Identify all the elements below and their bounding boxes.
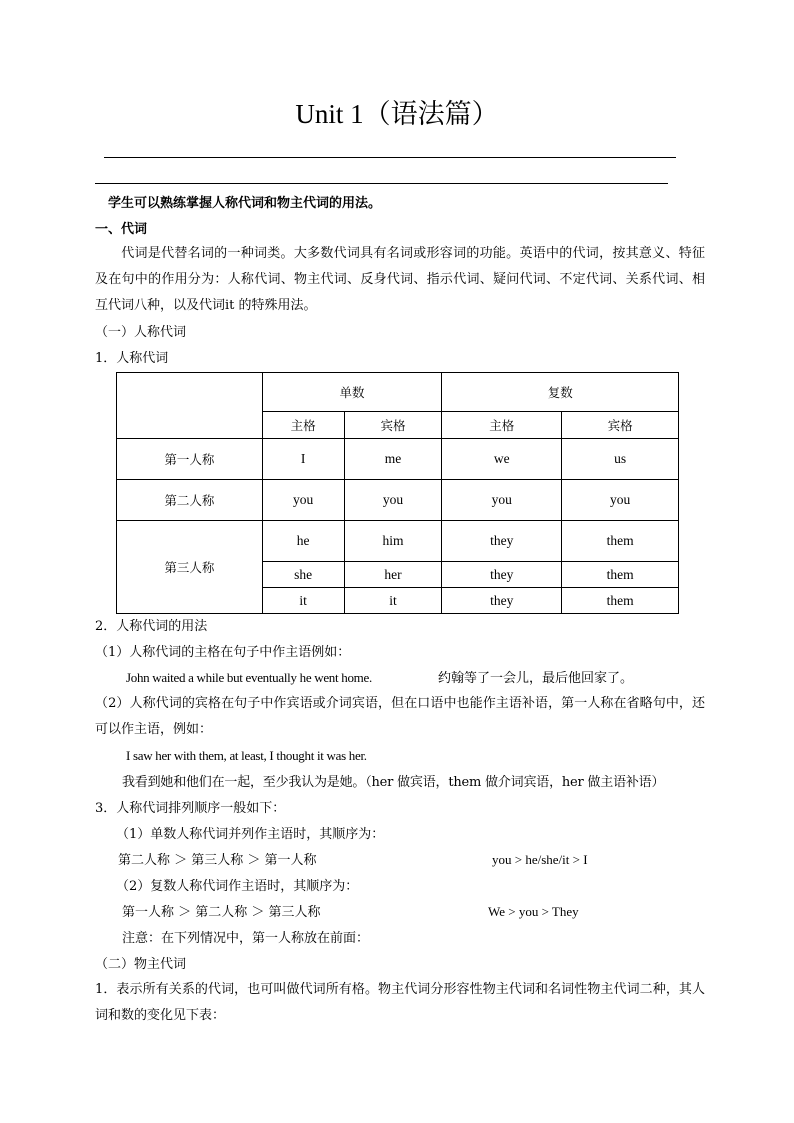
table-cell: you <box>562 480 679 521</box>
table-cell: they <box>442 521 562 562</box>
title-underline-2 <box>95 183 668 184</box>
example-2-chinese: 我看到她和他们在一起，至少我认为是她。（her 做宾语，them 做介词宾语，her 做主语补语） <box>122 775 665 790</box>
section-heading-pronouns: 一、代词 <box>95 222 148 237</box>
table-cell: she <box>262 562 344 588</box>
pronoun-intro-paragraph <box>95 241 705 319</box>
table-cell: they <box>442 588 562 614</box>
table-row <box>117 521 679 562</box>
table-cell: us <box>562 439 679 480</box>
header-singular-nominative: 主格 <box>262 412 344 439</box>
table-cell: you <box>262 480 344 521</box>
table-cell: me <box>344 439 442 480</box>
table-cell: them <box>562 562 679 588</box>
header-singular-objective: 宾格 <box>344 412 442 439</box>
page-title: Unit 1（语法篇） <box>295 99 499 129</box>
personal-pronoun-table <box>116 372 679 614</box>
order-heading: 3．人称代词排列顺序一般如下： <box>95 801 286 816</box>
title-underline-1 <box>104 157 676 158</box>
example-2-english: I saw her with them, at least, I thought it was her. <box>126 748 367 763</box>
table-cell: them <box>562 521 679 562</box>
usage-point-2: （2）人称代词的宾格在句子中作宾语或介词宾语，但在口语中也能作主语补语，第一人称在省略句中，还可以作主语，例如： <box>95 696 705 737</box>
table-cell: you <box>442 480 562 521</box>
table-cell: we <box>442 439 562 480</box>
row-label: 第三人称 <box>117 521 263 614</box>
usage-heading: 2．人称代词的用法 <box>95 619 208 634</box>
pronoun-intro-text: 代词是代替名词的一种词类。大多数代词具有名词或形容词的功能。英语中的代词，按其意义、特征及在句中的作用分为：人称代词、物主代词、反身代词、指示代词、疑问代词、不定代词、关系代词、相互代词八种，以及代词it 的特殊用法。 <box>95 246 705 313</box>
table-cell: they <box>442 562 562 588</box>
table-corner-cell <box>117 373 263 439</box>
table-cell: him <box>344 521 442 562</box>
possessive-paragraph: 1．表示所有关系的代词，也可叫做代词所有格。物主代词分形容性物主代词和名词性物主代词二种，其人词和数的变化见下表： <box>95 982 705 1023</box>
order-note: 注意：在下列情况中，第一人称放在前面： <box>122 931 370 946</box>
item-personal-pronouns: 1．人称代词 <box>95 351 169 366</box>
order-singular-rule: （1）单数人称代词并列作主语时，其顺序为： <box>116 827 385 842</box>
order-singular-english: you > he/she/it > I <box>492 852 588 867</box>
table-cell: her <box>344 562 442 588</box>
table-cell: them <box>562 588 679 614</box>
order-singular-chinese: 第二人称 ＞ 第三人称 ＞ 第一人称 <box>118 853 317 868</box>
table-cell: you <box>344 480 442 521</box>
row-label: 第二人称 <box>117 480 263 521</box>
order-plural-chinese: 第一人称 ＞ 第二人称 ＞ 第三人称 <box>122 905 321 920</box>
subsection-heading-possessive: （二）物主代词 <box>95 957 187 972</box>
subsection-heading-personal: （一）人称代词 <box>95 325 187 340</box>
table-row <box>117 480 679 521</box>
example-1-chinese: 约翰等了一会儿，最后他回家了。 <box>438 671 634 686</box>
order-plural-rule: （2）复数人称代词作主语时，其顺序为： <box>116 879 359 894</box>
order-plural-english: We > you > They <box>488 904 579 919</box>
example-1-english: John waited a while but eventually he went home. <box>126 670 372 685</box>
table-row <box>117 439 679 480</box>
header-plural: 复数 <box>442 373 679 412</box>
table-cell: I <box>262 439 344 480</box>
learning-objective: 学生可以熟练掌握人称代词和物主代词的用法。 <box>108 196 382 211</box>
table-cell: it <box>344 588 442 614</box>
table-cell: it <box>262 588 344 614</box>
usage-point-1: （1）人称代词的主格在句子中作主语例如： <box>95 645 351 660</box>
table-cell: he <box>262 521 344 562</box>
header-singular: 单数 <box>262 373 442 412</box>
header-plural-objective: 宾格 <box>562 412 679 439</box>
row-label: 第一人称 <box>117 439 263 480</box>
header-plural-nominative: 主格 <box>442 412 562 439</box>
